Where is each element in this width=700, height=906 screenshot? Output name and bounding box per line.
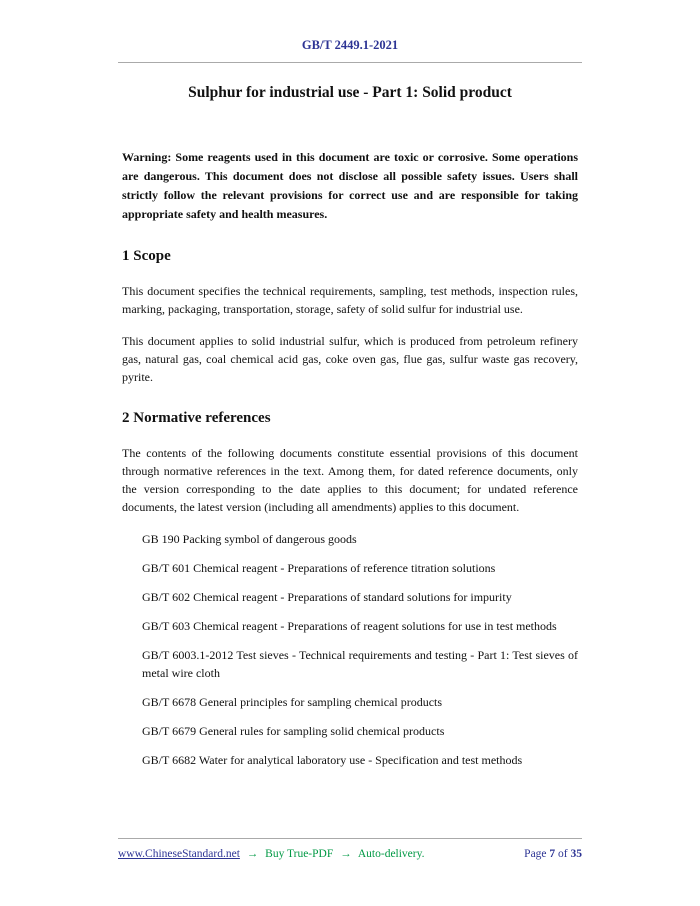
- section-heading-normative-references: 2 Normative references: [122, 409, 271, 426]
- page-label: Page: [524, 848, 547, 860]
- reference-item: GB/T 602 Chemical reagent - Preparations of standard solutions for impurity: [142, 589, 512, 604]
- of-label: of: [558, 848, 568, 860]
- section-heading-scope: 1 Scope: [122, 247, 171, 264]
- paragraph: This document applies to solid industrial sulfur, which is produced from petroleum refinery gas, natural gas, coal chemical acid gas, coke oven gas, flue gas, sulfur waste gas recovery, pyrite.: [122, 333, 578, 384]
- footer-website-link[interactable]: www.ChineseStandard.net: [118, 848, 240, 860]
- section-scope: [122, 248, 578, 386]
- warning-paragraph: Warning: Some reagents used in this document are toxic or corrosive. Some operations are dangerous. This document does not disclose all possible safety issues. Users shall strictly follow the relevant provisions for correct use and are responsible for taking appropriate safety and health measures.: [122, 150, 578, 221]
- footer-buy-label: Buy True-PDF: [265, 848, 334, 860]
- reference-item: GB/T 6003.1-2012 Test sieves - Technical requirements and testing - Part 1: Test sieves of metal wire cloth: [142, 647, 578, 680]
- section-normative-references: [122, 410, 578, 769]
- footer-delivery-label: Auto-delivery.: [357, 848, 425, 860]
- paragraph: This document specifies the technical requirements, sampling, test methods, inspection rules, marking, packaging, transportation, storage, safety of solid sulfur for industrial use.: [122, 283, 578, 316]
- total-page-number: 35: [570, 848, 582, 860]
- reference-item: GB/T 601 Chemical reagent - Preparations of reference titration solutions: [142, 560, 496, 575]
- document-body: [122, 148, 578, 780]
- arrow-icon: →: [340, 848, 352, 860]
- footer-source-line: [118, 848, 425, 860]
- reference-item: GB/T 6682 Water for analytical laboratory use - Specification and test methods: [142, 752, 523, 767]
- reference-item: GB 190 Packing symbol of dangerous goods: [142, 531, 357, 546]
- page-footer: [118, 838, 582, 860]
- page-header-doc-number: GB/T 2449.1-2021: [118, 38, 582, 63]
- reference-item: GB/T 603 Chemical reagent - Preparations of reagent solutions for use in test methods: [142, 618, 557, 633]
- reference-item: GB/T 6679 General rules for sampling solid chemical products: [142, 723, 445, 738]
- reference-item: GB/T 6678 General principles for sampling chemical products: [142, 694, 443, 709]
- paragraph: The contents of the following documents constitute essential provisions of this document through normative references in the text. Among them, for dated reference documents, only the version corresponding to the date applies to this document; for undated reference documents, the latest version (including all amendments) applies to this document.: [122, 445, 578, 514]
- arrow-icon: →: [246, 848, 259, 860]
- footer-page-indicator: [524, 848, 582, 860]
- document-title: Sulphur for industrial use - Part 1: Solid product: [188, 84, 512, 101]
- current-page-number: 7: [549, 848, 556, 860]
